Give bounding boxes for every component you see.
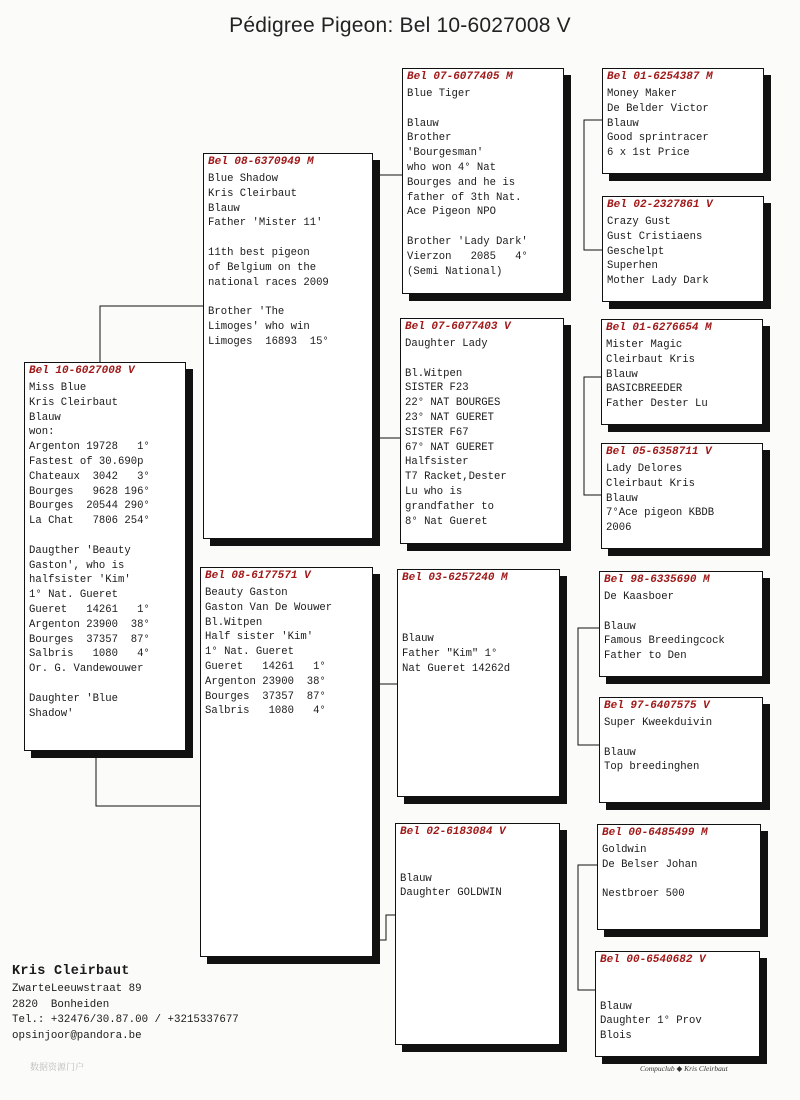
card-line — [29, 677, 181, 692]
software-credit: Compuclub ◆ Kris Cleirbaut — [640, 1064, 728, 1073]
card-line: Blue Shadow — [208, 173, 278, 185]
breeder-street: ZwarteLeeuwstraat 89 — [12, 983, 142, 995]
ring-number: Bel 10-6027008 V — [29, 365, 135, 377]
card-line: of Belgium on the — [208, 261, 317, 274]
card-line: 'Bourgesman' — [407, 147, 484, 160]
card-dam-sire — [397, 569, 560, 797]
card-lines — [602, 843, 756, 902]
card-lines — [606, 462, 758, 536]
card-line: Nat Gueret 14262d — [402, 662, 511, 675]
card-line: Blauw — [604, 746, 636, 759]
card-line: Half sister 'Kim' — [205, 631, 314, 644]
ring-number: Bel 03-6257240 M — [402, 572, 508, 584]
card-line: Blauw — [604, 620, 636, 633]
card-line: Bl.Witpen — [405, 367, 463, 380]
page-title: Pédigree Pigeon: Bel 10-6027008 V — [229, 14, 571, 37]
card-lines — [405, 337, 559, 529]
card-lines — [604, 716, 758, 775]
card-line: Blauw — [607, 117, 639, 130]
card-line: 11th best pigeon — [208, 246, 310, 259]
card-line: Bourges and he is — [407, 176, 516, 189]
card-line: Salbris 1080 4° — [29, 648, 150, 661]
card-line: Gueret 14261 1° — [205, 660, 326, 673]
card-line — [400, 842, 555, 857]
ring-number: Bel 01-6276654 M — [606, 322, 712, 334]
card-line: 1° Nat. Gueret — [29, 589, 119, 602]
card-line: Blauw — [29, 411, 61, 424]
card-line: who won 4° Nat — [407, 161, 497, 174]
card-line: Father 'Mister 11' — [208, 217, 323, 230]
ring-number: Bel 08-6177571 V — [205, 570, 311, 582]
card-line: Cleirbaut Kris — [606, 353, 696, 366]
card-line: Daughter 'Blue — [29, 692, 119, 705]
card-line: Money Maker — [607, 88, 677, 100]
card-line: Daughter 1° Prov — [600, 1015, 702, 1028]
card-line: De Kaasboer — [604, 591, 674, 603]
card-line: Gueret 14261 1° — [29, 603, 150, 616]
card-line — [604, 731, 758, 746]
card-line — [407, 220, 559, 235]
ring-number: Bel 02-2327861 V — [607, 199, 713, 211]
card-line: Blauw — [606, 492, 638, 505]
card-line: BASICBREEDER — [606, 383, 683, 396]
card-sire-sire-dam — [602, 196, 764, 302]
card-line: 67° NAT GUERET — [405, 441, 495, 454]
breeder-phone: Tel.: +32476/30.87.00 / +3215337677 — [12, 1014, 239, 1026]
card-line: Beauty Gaston — [205, 587, 288, 599]
card-line: 8° Nat Gueret — [405, 515, 488, 528]
ring-number: Bel 00-6485499 M — [602, 827, 708, 839]
card-line — [604, 605, 758, 620]
card-line: Bourges 37357 87° — [29, 633, 150, 646]
card-line: Shadow' — [29, 707, 74, 720]
card-dam-dam-sire — [597, 824, 761, 930]
card-line: Geschelpt — [607, 245, 665, 258]
card-line: De Belser Johan — [602, 858, 698, 871]
card-line: Argenton 23900 38° — [205, 675, 326, 688]
card-line: Mother Lady Dark — [607, 275, 709, 288]
card-line — [208, 231, 368, 246]
card-line: Fastest of 30.690p — [29, 455, 144, 468]
card-line — [29, 529, 181, 544]
card-line: Father "Kim" 1° — [402, 648, 498, 661]
card-line: Gust Cristiaens — [607, 230, 703, 243]
card-line: Vierzon 2085 4° — [407, 250, 528, 263]
card-line — [402, 603, 555, 618]
card-line: Crazy Gust — [607, 216, 671, 228]
card-line: Bourges 37357 87° — [205, 690, 326, 703]
card-line — [402, 588, 555, 603]
card-line: Limoges' who win — [208, 320, 310, 333]
breeder-name: Kris Cleirbaut — [12, 964, 130, 979]
card-line: Goldwin — [602, 844, 647, 856]
card-line: Top breedinghen — [604, 761, 700, 774]
card-line — [602, 873, 756, 888]
ring-number: Bel 08-6370949 M — [208, 156, 314, 168]
card-line: Halfsister — [405, 456, 469, 469]
breeder-city: 2820 Bonheiden — [12, 998, 110, 1011]
ring-number: Bel 02-6183084 V — [400, 826, 506, 838]
card-line: Blois — [600, 1030, 632, 1043]
card-lines — [407, 87, 559, 279]
ring-number: Bel 00-6540682 V — [600, 954, 706, 966]
card-line: T7 Racket,Dester — [405, 471, 507, 484]
card-line: national races 2009 — [208, 276, 329, 289]
card-sire-dam-dam — [601, 443, 763, 549]
ring-number: Bel 07-6077405 M — [407, 71, 513, 83]
card-line: De Belder Victor — [607, 102, 709, 115]
card-line: 2006 — [606, 522, 632, 535]
card-line: father of 3th Nat. — [407, 191, 522, 204]
card-dam-sire-dam — [599, 697, 763, 803]
ring-number: Bel 07-6077403 V — [405, 321, 511, 333]
card-line — [208, 290, 368, 305]
card-line: Miss Blue — [29, 382, 87, 394]
breeder-info — [12, 962, 239, 1044]
card-line: Or. G. Vandewouwer — [29, 663, 144, 676]
card-line: halfsister 'Kim' — [29, 574, 131, 587]
card-line: Super Kweekduivin — [604, 717, 713, 729]
card-lines — [606, 338, 758, 412]
card-lines — [205, 586, 368, 719]
card-lines — [208, 172, 368, 350]
watermark: 数据资源门户 — [30, 1063, 85, 1073]
card-line: Blauw — [400, 872, 432, 885]
card-line: Ace Pigeon NPO — [407, 206, 497, 219]
card-line: Daugther 'Beauty — [29, 544, 131, 557]
card-line: Chateaux 3042 3° — [29, 470, 150, 483]
card-lines — [600, 970, 755, 1044]
card-dam-dam — [395, 823, 560, 1045]
ring-number: Bel 97-6407575 V — [604, 700, 710, 712]
card-line: Cleirbaut Kris — [606, 477, 696, 490]
card-lines — [607, 87, 759, 161]
card-lines — [604, 590, 758, 664]
card-lines — [400, 842, 555, 901]
card-line: Good sprintracer — [607, 132, 709, 145]
card-line — [407, 102, 559, 117]
card-dam — [200, 567, 373, 957]
card-line: Gaston', who is — [29, 559, 125, 572]
ring-number: Bel 98-6335690 M — [604, 574, 710, 586]
card-sire — [203, 153, 373, 539]
card-line: Daughter Lady — [405, 338, 488, 350]
card-line: Blue Tiger — [407, 88, 471, 100]
card-dam-sire-sire — [599, 571, 763, 677]
card-line: Bl.Witpen — [205, 616, 263, 629]
card-line — [400, 857, 555, 872]
card-line: Salbris 1080 4° — [205, 705, 326, 718]
card-line: Argenton 23900 38° — [29, 618, 150, 631]
card-line: grandfather to — [405, 500, 495, 513]
breeder-email: opsinjoor@pandora.be — [12, 1029, 142, 1042]
card-line: SISTER F67 — [405, 426, 469, 439]
card-line: Father Dester Lu — [606, 398, 708, 411]
card-line: Blauw — [600, 1000, 632, 1013]
card-lines — [29, 381, 181, 721]
card-line: 22° NAT BOURGES — [405, 397, 501, 410]
card-line: Blauw — [402, 633, 434, 646]
card-main-pigeon — [24, 362, 186, 751]
card-line: Nestbroer 500 — [602, 888, 685, 901]
card-line: Limoges 16893 15° — [208, 335, 329, 348]
ring-number: Bel 05-6358711 V — [606, 446, 712, 458]
card-line: 23° NAT GUERET — [405, 411, 495, 424]
card-line: Blauw — [208, 202, 240, 215]
card-line: 1° Nat. Gueret — [205, 646, 295, 659]
card-line — [600, 970, 755, 985]
card-line: SISTER F23 — [405, 382, 469, 395]
card-line: Brother — [407, 132, 452, 145]
card-line: Bourges 9628 196° — [29, 485, 150, 498]
card-line: Daughter GOLDWIN — [400, 887, 502, 900]
card-line: Famous Breedingcock — [604, 635, 725, 648]
card-dam-dam-dam — [595, 951, 760, 1057]
card-line: Mister Magic — [606, 339, 683, 351]
card-line: Argenton 19728 1° — [29, 441, 150, 454]
card-line: Lady Delores — [606, 463, 683, 475]
card-line: Bourges 20544 290° — [29, 500, 150, 513]
card-line: Gaston Van De Wouwer — [205, 601, 333, 614]
card-line: 6 x 1st Price — [607, 147, 690, 160]
ring-number: Bel 01-6254387 M — [607, 71, 713, 83]
card-line: won: — [29, 426, 55, 439]
card-lines — [402, 588, 555, 677]
card-line: La Chat 7806 254° — [29, 515, 150, 528]
card-line — [402, 618, 555, 633]
card-line — [405, 352, 559, 367]
card-line: Brother 'The — [208, 306, 285, 319]
card-line: Kris Cleirbaut — [29, 396, 119, 409]
card-line: (Semi National) — [407, 265, 503, 278]
card-sire-dam — [400, 318, 564, 544]
card-line: Superhen — [607, 260, 658, 273]
card-line: Blauw — [606, 368, 638, 381]
card-line: Father to Den — [604, 650, 687, 663]
card-line: Lu who is — [405, 485, 463, 498]
card-sire-sire — [402, 68, 564, 294]
card-line: 7°Ace pigeon KBDB — [606, 507, 715, 520]
card-line: Brother 'Lady Dark' — [407, 235, 528, 248]
card-sire-dam-sire — [601, 319, 763, 425]
card-line — [600, 985, 755, 1000]
card-line: Kris Cleirbaut — [208, 187, 298, 200]
card-sire-sire-sire — [602, 68, 764, 174]
card-line: Blauw — [407, 117, 439, 130]
card-lines — [607, 215, 759, 289]
